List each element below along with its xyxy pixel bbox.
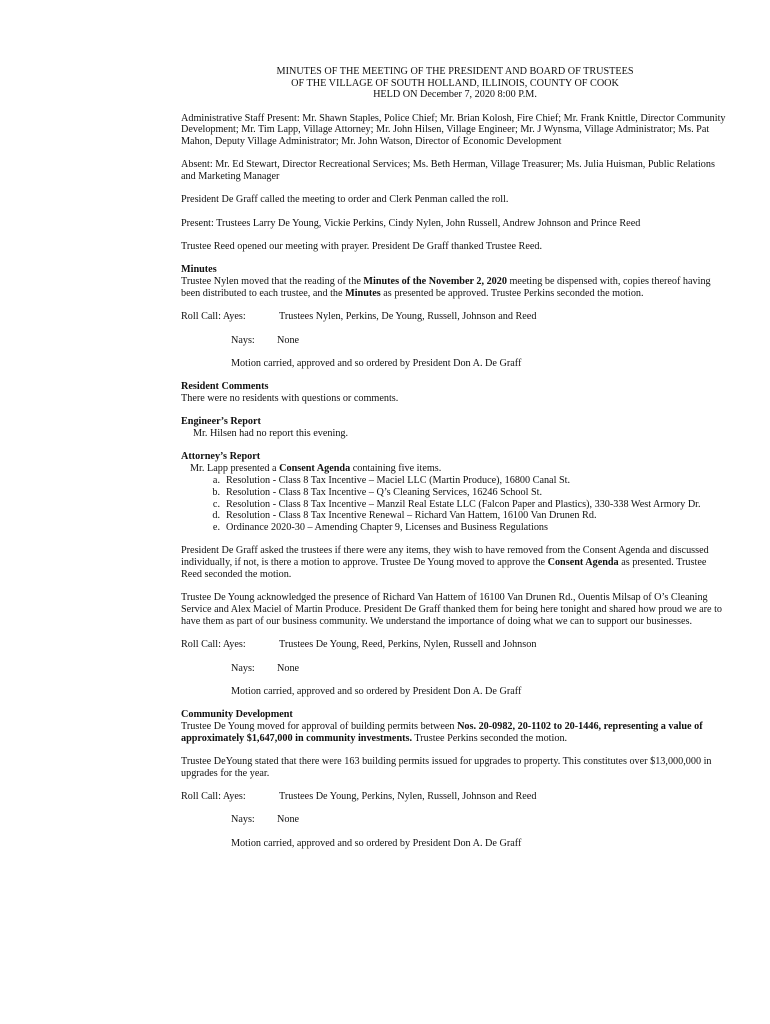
minutes-text-1: Trustee Nylen moved that the reading of the (181, 276, 364, 288)
list-text: Resolution - Class 8 Tax Incentive Renewal – Richard Van Hattem, 16100 Van Drunen Rd. (226, 510, 597, 522)
acknowledgement-paragraph: Trustee De Young acknowledged the presence of Richard Van Hattem of 16100 Van Drunen Rd., Ouentis Milsap of O’s Cleaning Service and Alex Maciel of Martin Produce. President De Graff thanked them for being here tonight and shared how proud we are to have them as part of our business community. We understand the importance of doing what we can to support our businesses. (181, 592, 722, 627)
list-marker: a. (212, 474, 220, 486)
resident-comments-text: There were no residents with questions or comments. (181, 392, 399, 404)
call-to-order-paragraph: President De Graff called the meeting to order and Clerk Penman called the roll. (181, 194, 509, 206)
roll-call-ayes-names: Trustees Nylen, Perkins, De Young, Russell, Johnson and Reed (279, 311, 537, 323)
list-text: Resolution - Class 8 Tax Incentive – Manzil Real Estate LLC (Falcon Paper and Plastics), 330-338 West Armory Dr. (226, 498, 701, 510)
consent-text-1: President De Graff asked the trustees if there were any items, they wish to have removed from the Consent Agenda and discussed individually, if not, is there a motion to approve. Trustee De Young moved to approve the (181, 545, 709, 569)
cd-text-1: Trustee De Young moved for approval of building permits between (181, 720, 458, 732)
intro-text-2: containing five items. (350, 463, 442, 475)
engineer-report-text: Mr. Hilsen had no report this evening. (193, 428, 349, 440)
roll-call-ayes (181, 791, 729, 803)
list-item (181, 487, 729, 499)
roll-call-ayes (181, 311, 729, 323)
community-development-stat: Trustee DeYoung stated that there were 163 building permits issued for upgrades to property. This constitutes over $13,000,000 in upgrades for the year. (181, 755, 712, 779)
roll-call-label: Roll Call: Ayes: (181, 639, 246, 651)
list-marker: d. (212, 510, 220, 522)
absent-paragraph: Absent: Mr. Ed Stewart, Director Recreational Services; Ms. Beth Herman, Village Treasurer; Ms. Julia Huisman, Public Relations and Marketing Manager (181, 159, 715, 183)
attorney-report-heading: Attorney’s Report (181, 451, 261, 463)
minutes-section (181, 264, 729, 299)
roll-call-ayes-names: Trustees De Young, Perkins, Nylen, Russell, Johnson and Reed (279, 791, 537, 803)
roll-call-nays (181, 663, 729, 675)
engineer-report-heading: Engineer’s Report (181, 416, 261, 428)
consent-motion-paragraph (181, 545, 729, 580)
engineer-report-section (181, 416, 729, 440)
nays-value: None (277, 334, 300, 346)
list-text: Resolution - Class 8 Tax Incentive – Maciel LLC (Martin Produce), 16800 Canal St. (226, 474, 570, 486)
cd-bold: Nos. 20-0982, 20-1102 to 20-1446, representing a value of approximately $1,647,000 in community investments. (181, 720, 703, 744)
roll-call-nays (181, 335, 729, 347)
list-item (181, 510, 729, 522)
nays-value: None (277, 662, 300, 674)
resident-comments-heading: Resident Comments (181, 381, 269, 393)
intro-bold: Consent Agenda (279, 463, 351, 475)
cd-text-2: Trustee Perkins seconded the motion. (412, 732, 568, 744)
minutes-motion (181, 276, 729, 300)
roll-call-nays (181, 814, 729, 826)
attorney-report-section (181, 451, 729, 534)
consent-agenda-list (181, 475, 729, 534)
minutes-text-3: as presented be approved. Trustee Perkins seconded the motion. (380, 287, 644, 299)
roll-call-label: Roll Call: Ayes: (181, 791, 246, 803)
list-marker: e. (212, 522, 220, 534)
staff-present-paragraph: Administrative Staff Present: Mr. Shawn Staples, Police Chief; Mr. Brian Kolosh, Fire Chief; Mr. Frank Knittle, Director Community Development; Mr. Tim Lapp, Village Attorney; Mr. John Hilsen, Village Engineer; Mr. J Wynsma, Village Administrator; Ms. Pat Mahon, Deputy Village Administrator; Mr. John Watson, Director of Economic Development (181, 112, 726, 148)
community-development-motion (181, 721, 729, 745)
list-item (181, 522, 729, 534)
resident-comments-section (181, 381, 729, 405)
consent-bold: Consent Agenda (547, 557, 619, 569)
list-text: Resolution - Class 8 Tax Incentive – Q’s Cleaning Services, 16246 School St. (226, 486, 543, 498)
present-paragraph: Present: Trustees Larry De Young, Vickie Perkins, Cindy Nylen, John Russell, Andrew Johnson and Prince Reed (181, 217, 641, 229)
roll-call-2 (181, 639, 729, 697)
minutes-bold-1: Minutes of the November 2, 2020 (363, 276, 507, 288)
list-marker: b. (212, 486, 220, 498)
list-text: Ordinance 2020-30 – Amending Chapter 9, Licenses and Business Regulations (226, 522, 548, 534)
roll-call-ayes (181, 639, 729, 651)
minutes-body (181, 66, 729, 849)
nays-label: Nays: (231, 814, 255, 826)
list-item (181, 499, 729, 511)
intro-text-1: Mr. Lapp presented a (190, 463, 280, 475)
minutes-bold-2: Minutes (345, 287, 381, 299)
roll-call-1 (181, 311, 729, 369)
roll-call-ayes-names: Trustees De Young, Reed, Perkins, Nylen, Russell and Johnson (279, 639, 537, 651)
minutes-text-2: meeting be dispensed with, copies thereof having been distributed to each trustee, and the (181, 276, 711, 299)
attorney-report-intro (181, 463, 729, 475)
roll-call-3 (181, 791, 729, 849)
list-item (181, 475, 729, 487)
roll-call-label: Roll Call: Ayes: (181, 311, 246, 323)
list-marker: c. (212, 498, 220, 510)
title-line-3: HELD ON December 7, 2020 8:00 P.M. (373, 89, 537, 100)
motion-result: Motion carried, approved and so ordered by President Don A. De Graff (231, 685, 522, 697)
prayer-paragraph: Trustee Reed opened our meeting with prayer. President De Graff thanked Trustee Reed. (181, 241, 543, 253)
community-development-heading: Community Development (181, 709, 293, 721)
document-title (181, 66, 729, 101)
motion-result: Motion carried, approved and so ordered by President Don A. De Graff (231, 357, 522, 369)
community-development-section (181, 709, 729, 779)
motion-result: Motion carried, approved and so ordered by President Don A. De Graff (231, 837, 522, 849)
minutes-heading: Minutes (181, 264, 217, 276)
nays-label: Nays: (231, 334, 255, 346)
title-line-2: OF THE VILLAGE OF SOUTH HOLLAND, ILLINOIS, COUNTY OF COOK (291, 77, 619, 89)
nays-label: Nays: (231, 662, 255, 674)
title-line-1: MINUTES OF THE MEETING OF THE PRESIDENT AND BOARD OF TRUSTEES (276, 66, 634, 77)
consent-text-2: as presented. Trustee Reed seconded the motion. (181, 557, 707, 581)
nays-value: None (277, 814, 300, 826)
